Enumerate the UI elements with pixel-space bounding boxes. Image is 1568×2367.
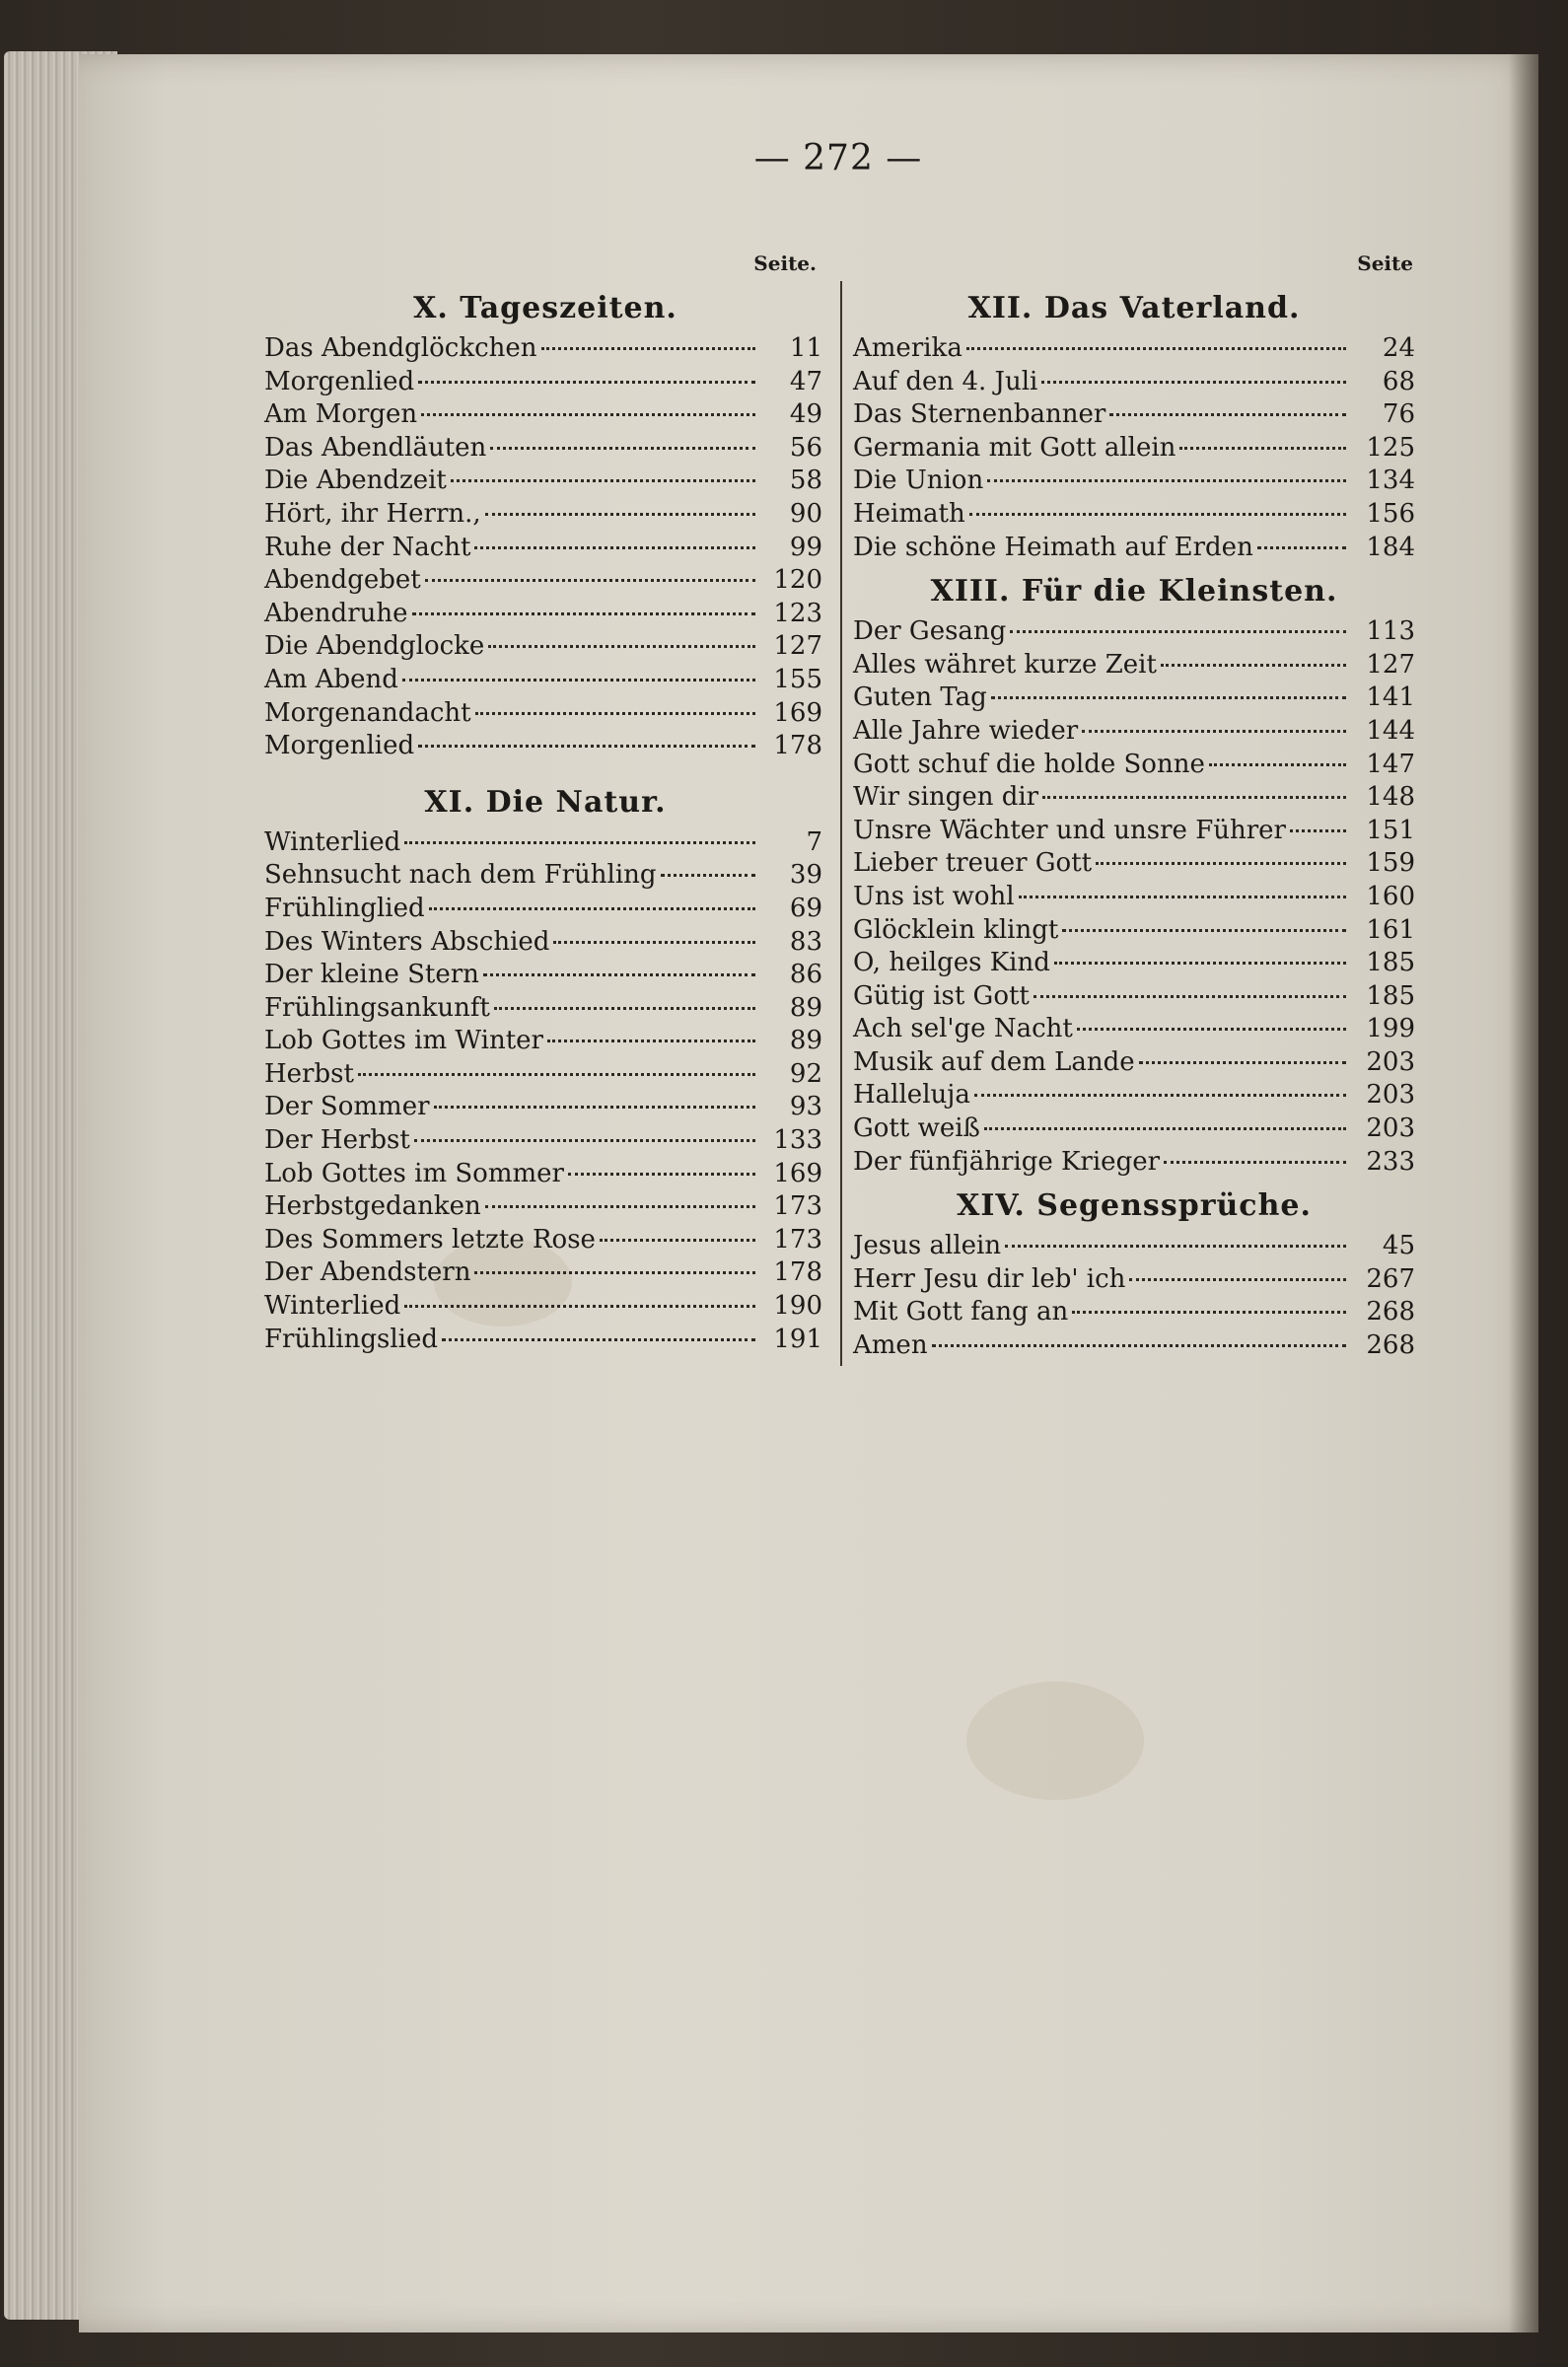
entry-title: Abendruhe (264, 598, 408, 628)
dot-leader (1033, 994, 1346, 998)
dot-leader (1042, 795, 1346, 799)
entry-page-number: 268 (1366, 1330, 1415, 1361)
entry-page-number: 133 (773, 1125, 822, 1156)
entry-page-number: 127 (773, 631, 822, 662)
entry-page-number: 125 (1366, 432, 1415, 463)
dot-leader (404, 840, 755, 844)
entry-title: Gütig ist Gott (853, 980, 1030, 1011)
entry-title: Herbst (264, 1058, 354, 1089)
dot-leader (1041, 380, 1346, 384)
entry-title: Sehnsucht nach dem Frühling (264, 860, 657, 891)
section-vaterland (853, 287, 1415, 564)
dot-leader (987, 478, 1346, 482)
dot-leader (969, 512, 1346, 516)
entry-title: Lob Gottes im Sommer (264, 1158, 564, 1188)
dot-leader (966, 346, 1346, 350)
toc-entry (264, 730, 826, 763)
dot-leader (568, 1172, 755, 1176)
section-title: XIII. Für die Kleinsten. (930, 574, 1338, 610)
entry-title: Herr Jesu dir leb' ich (853, 1263, 1126, 1294)
section-kleinsten (853, 570, 1415, 1179)
dot-leader (1161, 663, 1346, 667)
entry-page-number: 92 (789, 1058, 822, 1089)
dot-leader (1054, 961, 1346, 965)
entry-title: Am Morgen (264, 399, 418, 430)
entry-title: Die Union (853, 466, 984, 496)
toc-entry (264, 664, 826, 697)
toc-entry (264, 893, 826, 926)
dot-leader (488, 644, 755, 648)
entry-page-number: 199 (1366, 1014, 1415, 1044)
toc-entry (853, 532, 1415, 565)
entry-title: O, heilges Kind (853, 948, 1050, 978)
entry-title: Morgenandacht (264, 697, 471, 728)
entry-page-number: 148 (1366, 782, 1415, 813)
left-column (185, 251, 826, 1356)
entry-page-number: 76 (1382, 399, 1415, 430)
entry-title: Ach sel'ge Nacht (853, 1014, 1073, 1044)
toc-entry (264, 1190, 826, 1224)
entry-title: Gott schuf die holde Sonne (853, 749, 1205, 779)
entry-title: Lob Gottes im Winter (264, 1026, 543, 1056)
entry-list (853, 332, 1415, 564)
dot-leader (475, 711, 755, 715)
toc-entry (264, 826, 826, 860)
toc-entry (264, 564, 826, 598)
dot-leader (661, 873, 755, 877)
dot-leader (483, 972, 755, 976)
entry-page-number: 233 (1366, 1146, 1415, 1177)
entry-page-number: 89 (789, 1026, 822, 1056)
entry-title: Des Sommers letzte Rose (264, 1224, 596, 1255)
dot-leader (1290, 828, 1346, 832)
dot-leader (1010, 629, 1346, 633)
toc-entry (264, 1124, 826, 1158)
dot-leader (1005, 1244, 1346, 1248)
entry-title: Uns ist wohl (853, 881, 1015, 911)
dot-leader (1139, 1060, 1346, 1064)
entry-page-number: 173 (773, 1191, 822, 1222)
entry-title: Der fünfjährige Krieger (853, 1146, 1161, 1177)
entry-page-number: 203 (1366, 1113, 1415, 1144)
entry-title: Die Abendglocke (264, 631, 485, 662)
entry-title: Die Abendzeit (264, 466, 447, 496)
entry-page-number: 86 (789, 960, 822, 990)
dot-leader (553, 940, 755, 944)
toc-entry (853, 498, 1415, 532)
toc-entry (264, 498, 826, 532)
entry-title: Winterlied (264, 1291, 401, 1322)
dot-leader (1072, 1310, 1346, 1314)
dot-leader (1179, 446, 1346, 450)
dot-leader (1082, 729, 1346, 733)
entry-page-number: 160 (1366, 881, 1415, 911)
toc-entry (264, 598, 826, 631)
dot-leader (932, 1343, 1346, 1347)
dot-leader (434, 1105, 755, 1109)
entry-page-number: 161 (1366, 914, 1415, 945)
entry-title: Frühlingsankunft (264, 992, 490, 1023)
toc-entry (264, 1290, 826, 1324)
toc-entry (264, 1224, 826, 1257)
entry-page-number: 184 (1366, 532, 1415, 562)
dot-leader (414, 1138, 755, 1142)
dot-leader (442, 1337, 755, 1341)
dot-leader (418, 380, 755, 384)
dot-leader (984, 1126, 1346, 1130)
toc-entry (853, 681, 1415, 715)
dot-leader (490, 446, 755, 450)
toc-entry (853, 1146, 1415, 1180)
toc-entry (264, 1091, 826, 1124)
entry-page-number: 123 (773, 598, 822, 628)
entry-page-number: 169 (773, 1158, 822, 1188)
dot-leader (358, 1072, 755, 1076)
entry-title: Gott weiß (853, 1113, 980, 1144)
entry-page-number: 58 (789, 466, 822, 496)
entry-page-number: 68 (1382, 366, 1415, 396)
dot-leader (485, 1204, 755, 1208)
entry-page-number: 144 (1366, 715, 1415, 746)
entry-title: Der Sommer (264, 1092, 430, 1122)
toc-entry (853, 332, 1415, 366)
section-title: XI. Die Natur. (424, 784, 667, 820)
entry-page-number: 39 (789, 860, 822, 891)
entry-page-number: 191 (773, 1324, 822, 1354)
entry-page-number: 147 (1366, 749, 1415, 779)
entry-page-number: 169 (773, 697, 822, 728)
entry-title: Halleluja (853, 1080, 970, 1111)
toc-entry (853, 1046, 1415, 1080)
toc-entry (853, 1296, 1415, 1329)
entry-title: Das Abendläuten (264, 432, 487, 463)
toc-entry (853, 715, 1415, 749)
entry-page-number: 159 (1366, 848, 1415, 879)
toc-entry (264, 697, 826, 731)
entry-page-number: 90 (789, 498, 822, 529)
entry-title: Winterlied (264, 826, 401, 857)
entry-title: Das Sternenbanner (853, 399, 1106, 430)
dot-leader (451, 478, 755, 482)
dot-leader (1019, 895, 1346, 898)
dot-leader (600, 1238, 755, 1242)
toc-entry (264, 432, 826, 466)
dot-leader (1096, 861, 1346, 865)
entry-title: Auf den 4. Juli (853, 366, 1038, 396)
entry-page-number: 56 (789, 432, 822, 463)
entry-page-number: 49 (789, 399, 822, 430)
toc-entry (264, 398, 826, 432)
right-column (774, 251, 1415, 1363)
toc-entry (853, 1013, 1415, 1046)
toc-entry (853, 914, 1415, 948)
dot-leader (1109, 412, 1346, 416)
entry-title: Die schöne Heimath auf Erden (853, 532, 1253, 562)
toc-entry (853, 947, 1415, 980)
page-number: — 272 — (753, 138, 923, 179)
toc-entry (264, 959, 826, 992)
dot-leader (974, 1093, 1346, 1097)
toc-entry (853, 398, 1415, 432)
toc-entry (853, 432, 1415, 466)
dot-leader (485, 512, 755, 516)
entry-title: Der Gesang (853, 616, 1007, 647)
entry-page-number: 267 (1366, 1263, 1415, 1294)
entry-page-number: 185 (1366, 980, 1415, 1011)
section-natur (264, 781, 826, 1357)
entry-title: Das Abendglöckchen (264, 333, 537, 363)
entry-title: Heimath (853, 498, 965, 529)
entry-page-number: 11 (789, 333, 822, 363)
entry-title: Jesus allein (853, 1231, 1002, 1261)
entry-page-number: 155 (773, 664, 822, 694)
entry-page-number: 203 (1366, 1080, 1415, 1111)
entry-page-number: 156 (1366, 498, 1415, 529)
dot-leader (541, 346, 755, 350)
section-title: XIV. Segenssprüche. (957, 1188, 1312, 1224)
entry-page-number: 134 (1366, 466, 1415, 496)
toc-entry (264, 532, 826, 565)
section-title: XII. Das Vaterland. (967, 291, 1301, 325)
paper-stain (966, 1682, 1144, 1800)
dot-leader (474, 1270, 755, 1274)
toc-entry (853, 781, 1415, 815)
entry-title: Morgenlied (264, 731, 415, 761)
seite-label: Seite. (753, 251, 817, 275)
entry-title: Amen (853, 1330, 928, 1361)
toc-entry (853, 815, 1415, 848)
entry-title: Alle Jahre wieder (853, 715, 1079, 746)
entry-title: Des Winters Abschied (264, 926, 550, 957)
dot-leader (404, 1304, 755, 1308)
dot-leader (1062, 928, 1346, 932)
entry-page-number: 141 (1366, 682, 1415, 713)
entry-page-number: 113 (1366, 616, 1415, 647)
section-title: X. Tageszeiten. (413, 291, 677, 325)
dot-leader (1129, 1277, 1346, 1281)
toc-entry (853, 881, 1415, 914)
entry-title: Alles währet kurze Zeit (853, 649, 1157, 680)
entry-title: Der Abendstern (264, 1257, 471, 1288)
dot-leader (1077, 1027, 1346, 1031)
entry-title: Morgenlied (264, 366, 415, 396)
dot-leader (402, 678, 755, 681)
toc-entry (853, 615, 1415, 649)
entry-page-number: 83 (789, 926, 822, 957)
toc-entry (853, 1263, 1415, 1297)
entry-page-number: 47 (789, 366, 822, 396)
dot-leader (474, 545, 755, 549)
entry-list (853, 1230, 1415, 1362)
entry-title: Unsre Wächter und unsre Führer (853, 815, 1286, 845)
toc-entry (264, 992, 826, 1026)
entry-title: Am Abend (264, 664, 398, 694)
toc-entry (853, 980, 1415, 1014)
entry-page-number: 93 (789, 1092, 822, 1122)
entry-title: Germania mit Gott allein (853, 432, 1176, 463)
entry-page-number: 69 (789, 893, 822, 923)
entry-page-number: 7 (806, 826, 822, 857)
dot-leader (494, 1006, 755, 1010)
toc-entry (853, 1079, 1415, 1112)
dot-leader (1209, 762, 1346, 766)
dot-leader (1257, 545, 1346, 549)
entry-page-number: 178 (773, 731, 822, 761)
section-tageszeiten (264, 287, 826, 763)
entry-page-number: 268 (1366, 1297, 1415, 1327)
dot-leader (547, 1039, 755, 1042)
entry-page-number: 190 (773, 1291, 822, 1322)
entry-title: Musik auf dem Lande (853, 1046, 1135, 1077)
entry-title: Mit Gott fang an (853, 1297, 1069, 1327)
entry-page-number: 89 (789, 992, 822, 1023)
seite-label: Seite (1357, 251, 1413, 275)
toc-entry (264, 1058, 826, 1092)
entry-title: Lieber treuer Gott (853, 848, 1093, 879)
entry-page-number: 24 (1382, 333, 1415, 363)
toc-entry (853, 366, 1415, 399)
toc-entry (853, 749, 1415, 782)
entry-page-number: 178 (773, 1257, 822, 1288)
toc-entry (264, 1324, 826, 1357)
entry-page-number: 99 (789, 532, 822, 562)
page-gutter-shadow (1509, 54, 1538, 2332)
dot-leader (425, 578, 755, 582)
dot-leader (991, 695, 1346, 699)
toc-entry (264, 1256, 826, 1290)
entry-page-number: 173 (773, 1224, 822, 1255)
entry-title: Abendgebet (264, 565, 421, 596)
entry-title: Ruhe der Nacht (264, 532, 471, 562)
entry-list (264, 332, 826, 763)
entry-list (264, 826, 826, 1357)
entry-page-number: 185 (1366, 948, 1415, 978)
toc-entry (264, 630, 826, 664)
dot-leader (429, 906, 755, 910)
dot-leader (418, 744, 755, 748)
toc-entry (264, 1158, 826, 1191)
entry-title: Guten Tag (853, 682, 987, 713)
toc-entry (264, 926, 826, 960)
entry-title: Wir singen dir (853, 782, 1039, 813)
entry-title: Frühlinglied (264, 893, 425, 923)
toc-entry (853, 1329, 1415, 1363)
toc-entry (264, 465, 826, 498)
dot-leader (1164, 1160, 1346, 1164)
entry-title: Herbstgedanken (264, 1191, 481, 1222)
toc-entry (853, 1230, 1415, 1263)
entry-title: Frühlingslied (264, 1324, 438, 1354)
toc-entry (264, 859, 826, 893)
entry-page-number: 45 (1382, 1231, 1415, 1261)
entry-title: Amerika (853, 333, 962, 363)
toc-entry (853, 649, 1415, 682)
entry-page-number: 120 (773, 565, 822, 596)
entry-page-number: 127 (1366, 649, 1415, 680)
entry-title: Der Herbst (264, 1125, 410, 1156)
section-segensspruche (853, 1184, 1415, 1362)
entry-title: Glöcklein klingt (853, 914, 1059, 945)
dot-leader (421, 412, 755, 416)
entry-page-number: 151 (1366, 815, 1415, 845)
entry-page-number: 203 (1366, 1046, 1415, 1077)
toc-entry (853, 847, 1415, 881)
toc-entry (264, 366, 826, 399)
entry-title: Hört, ihr Herrn., (264, 498, 481, 529)
entry-list (853, 615, 1415, 1179)
toc-entry (264, 332, 826, 366)
toc-entry (853, 1112, 1415, 1146)
entry-title: Der kleine Stern (264, 960, 479, 990)
dot-leader (412, 611, 755, 615)
toc-entry (853, 465, 1415, 498)
toc-entry (264, 1025, 826, 1058)
